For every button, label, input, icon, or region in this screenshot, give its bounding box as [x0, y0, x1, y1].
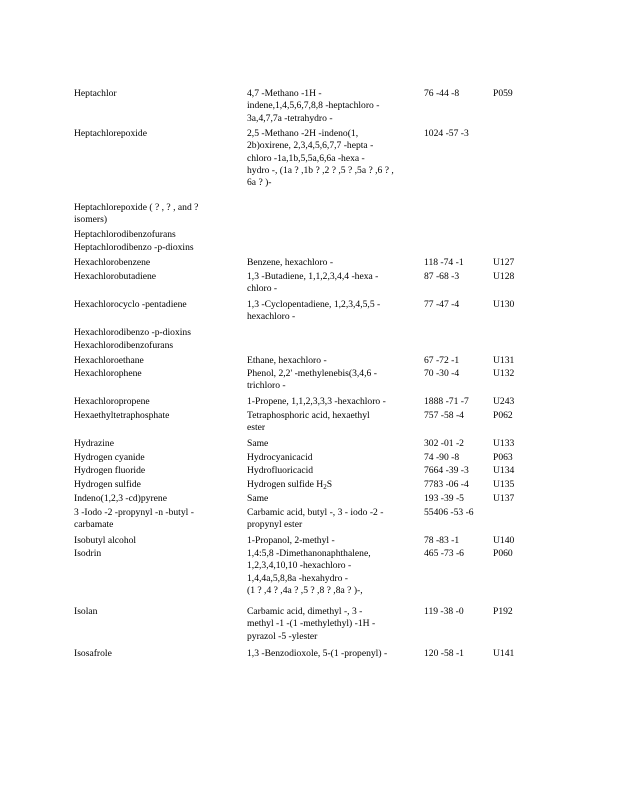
cas-number: 7664 -39 -3 [424, 465, 469, 476]
synonym-tail: S [326, 479, 333, 490]
cas-number: 120 -58 -1 [424, 648, 464, 659]
waste-code: U140 [493, 535, 515, 546]
chemical-synonym: Hydrocyanicacid [247, 452, 313, 463]
chemical-name: Hexachlorobutadiene [74, 271, 157, 282]
chemical-synonym: Ethane, hexachloro - [247, 355, 327, 366]
waste-code: P192 [493, 606, 513, 617]
cas-number: 7783 -06 -4 [424, 479, 469, 490]
chemical-synonym: 1,3 -Butadiene, 1,1,2,3,4,4 -hexa - chloro - [247, 271, 379, 295]
waste-code: U137 [493, 493, 515, 504]
cas-number: 87 -68 -3 [424, 271, 460, 282]
chemical-synonym: 1-Propene, 1,1,2,3,3,3 -hexachloro - [247, 396, 386, 407]
cas-number: 465 -73 -6 [424, 548, 464, 559]
chemical-name: Hexachlorodibenzo -p-dioxins [74, 327, 191, 338]
waste-code: U134 [493, 465, 515, 476]
chemical-synonym: Same [247, 493, 269, 504]
chemical-name: Hydrogen cyanide [74, 452, 145, 463]
waste-code: U127 [493, 257, 515, 268]
chemical-synonym: 2,5 -Methano -2H -indeno(1, 2b)oxirene, 2,3,4,5,6,7,7 -hepta - chloro -1a,1b,5,5a,6,6a -hexa - hydro -, (1a ? ,1b ? ,2 ? ,5 ? ,5a ? ,6 ? , 6a ? )- [247, 128, 394, 189]
waste-code: P059 [493, 88, 513, 99]
cas-number: 757 -58 -4 [424, 410, 464, 421]
chemical-synonym: 1-Propanol, 2-methyl - [247, 535, 335, 546]
chemical-name: Heptachlor [74, 88, 117, 99]
cas-number: 302 -01 -2 [424, 438, 464, 449]
waste-code: P063 [493, 452, 513, 463]
cas-number: 67 -72 -1 [424, 355, 460, 366]
chemical-name: Heptachlorodibenzo -p-dioxins [74, 242, 194, 253]
cas-number: 119 -38 -0 [424, 606, 464, 617]
chemical-synonym: Carbamic acid, dimethyl -, 3 - methyl -1 -(1 -methylethyl) -1H - pyrazol -5 -ylester [247, 606, 376, 642]
chemical-name: Hydrazine [74, 438, 114, 449]
chemical-name: Hexaethyltetraphosphate [74, 410, 170, 421]
waste-code: U131 [493, 355, 515, 366]
chemical-name: Hexachlorophene [74, 368, 142, 379]
waste-code: U128 [493, 271, 515, 282]
waste-code: U141 [493, 648, 515, 659]
chemical-synonym: 1,4:5,8 -Dimethanonaphthalene, 1,2,3,4,10,10 -hexachloro - 1,4,4a,5,8,8a -hexahydro - (1 ? ,4 ? ,4a ? ,5 ? ,8 ? ,8a ? )-, [247, 548, 371, 596]
cas-number: 1024 -57 -3 [424, 128, 469, 139]
cas-number: 1888 -71 -7 [424, 396, 469, 407]
formula-subscript: 2 [323, 483, 327, 491]
chemical-synonym: Benzene, hexachloro - [247, 257, 334, 268]
chemical-name: Indeno(1,2,3 -cd)pyrene [74, 493, 167, 504]
chemical-synonym: Same [247, 438, 269, 449]
cas-number: 70 -30 -4 [424, 368, 460, 379]
cas-number: 77 -47 -4 [424, 299, 460, 310]
chemical-name: Isodrin [74, 548, 102, 559]
chemical-synonym: Carbamic acid, butyl -, 3 - iodo -2 - propynyl ester [247, 507, 384, 531]
waste-code: U132 [493, 368, 515, 379]
cas-number: 55406 -53 -6 [424, 507, 474, 518]
chemical-name: Hydrogen sulfide [74, 479, 141, 490]
waste-code: U130 [493, 299, 515, 310]
chemical-name: Isosafrole [74, 648, 112, 659]
chemical-name: Heptachlorodibenzofurans [74, 229, 176, 240]
chemical-synonym [247, 479, 417, 491]
chemical-synonym: Tetraphosphoric acid, hexaethyl ester [247, 410, 370, 434]
chemical-synonym: 1,3 -Benzodioxole, 5-(1 -propenyl) - [247, 648, 388, 659]
cas-number: 118 -74 -1 [424, 257, 464, 268]
chemical-synonym: Phenol, 2,2' -methylenebis(3,4,6 - trichloro - [247, 368, 377, 392]
chemical-name: Hexachlorodibenzofurans [74, 340, 174, 351]
chemical-synonym: 1,3 -Cyclopentadiene, 1,2,3,4,5,5 - hexachloro - [247, 299, 381, 323]
chemical-name: Isobutyl alcohol [74, 535, 137, 546]
cas-number: 74 -90 -8 [424, 452, 460, 463]
chemical-name: Heptachlorepoxide [74, 128, 147, 139]
chemical-name: Hexachlorobenzene [74, 257, 151, 268]
chemical-name: Heptachlorepoxide ( ? , ? , and ? isomers) [74, 202, 199, 226]
chemical-name: Hexachloroethane [74, 355, 144, 366]
waste-code: U133 [493, 438, 515, 449]
chemical-synonym: 4,7 -Methano -1H - indene,1,4,5,6,7,8,8 -heptachloro - 3a,4,7,7a -tetrahydro - [247, 88, 380, 124]
synonym-text: Hydrogen sulfide H [247, 479, 324, 490]
chemical-name: Hexachlorocyclo -pentadiene [74, 299, 187, 310]
chemical-name: Hydrogen fluoride [74, 465, 146, 476]
waste-code: U135 [493, 479, 515, 490]
waste-code: P060 [493, 548, 513, 559]
cas-number: 76 -44 -8 [424, 88, 460, 99]
chemical-synonym: Hydrofluoricacid [247, 465, 314, 476]
chemical-name: Hexachloropropene [74, 396, 150, 407]
chemical-name: 3 -Iodo -2 -propynyl -n -butyl - carbamate [74, 507, 194, 531]
waste-code: U243 [493, 396, 515, 407]
cas-number: 193 -39 -5 [424, 493, 464, 504]
chemical-name: Isolan [74, 606, 98, 617]
waste-code: P062 [493, 410, 513, 421]
cas-number: 78 -83 -1 [424, 535, 460, 546]
